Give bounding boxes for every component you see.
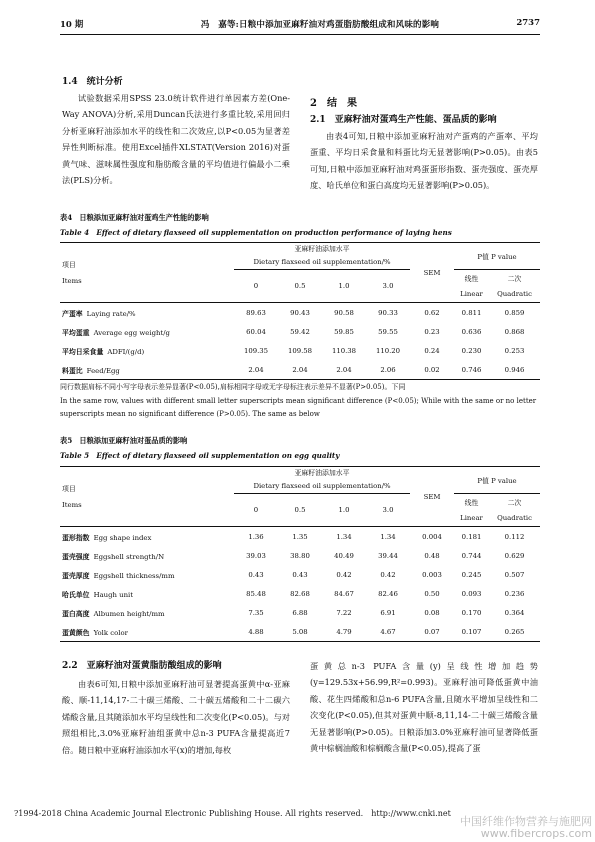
- table4-cell: 0.253: [504, 346, 525, 355]
- table4-cell: 0.746: [454, 360, 489, 380]
- table4-item-header: 项目 Items: [60, 243, 234, 303]
- table5-cell: 0.43: [292, 570, 308, 579]
- table5-row: [60, 527, 540, 547]
- table4-row: [60, 341, 540, 360]
- table4-cell: 0.24: [424, 346, 440, 355]
- table5-cell: 0.170: [461, 608, 482, 617]
- table5-caption-en: Table 5 Effect of dietary flaxseed oil supplementation on egg quality: [60, 451, 340, 460]
- table5-group-header: 亚麻籽油添加水平 Dietary flaxseed oil supplementation/%: [234, 467, 410, 494]
- table4-pvalue-header: P值 P value: [454, 243, 540, 270]
- table5-level-0: 0: [253, 506, 259, 514]
- table5-level-3: 3.0: [382, 506, 394, 514]
- table5-cell: 85.48: [246, 589, 266, 598]
- table4-cell: 0.02: [410, 360, 454, 380]
- table5-caption-cn: 表5 日粮添加亚麻籽油对蛋品质的影响: [60, 436, 188, 445]
- table4-cell: 89.63: [234, 303, 278, 323]
- table4-row-label: 平均日采食量 ADFI/(g/d): [62, 347, 145, 356]
- table5-cell: 7.22: [336, 608, 352, 617]
- table5-cell: 4.79: [322, 622, 366, 642]
- table4-row-label: 产蛋率 Laying rate/%: [60, 303, 234, 323]
- table4-cell: 2.04: [234, 360, 278, 380]
- table5-cell: 0.07: [410, 622, 454, 642]
- table4-row-label: 平均蛋重 Average egg weight/g: [62, 328, 170, 337]
- table5-cell: 0.08: [424, 608, 440, 617]
- table4-caption-cn: 表4 日粮添加亚麻籽油对蛋鸡生产性能的影响: [60, 213, 209, 222]
- table4-quad-en: Quadratic: [497, 290, 532, 298]
- table4-sem-header: SEM: [410, 243, 454, 303]
- table5-cell: 82.46: [378, 589, 398, 598]
- table5-pvalue-header: P值 P value: [454, 467, 540, 494]
- table5-row: [60, 565, 540, 584]
- table4-cell: 90.33: [366, 303, 410, 323]
- table4-cell: 0.859: [489, 303, 540, 323]
- table5-cell: 38.80: [290, 551, 310, 560]
- table5-cell: 0.744: [461, 551, 482, 560]
- table5-linear-en: Linear: [460, 514, 483, 522]
- table4-cell: 109.58: [287, 346, 313, 355]
- section-1-4-text: 试验数据采用SPSS 23.0统计软件进行单因素方差(One-Way ANOVA)分析,采用Duncan氏法进行多重比较,采用回归分析亚麻籽油添加水平的线性和二次效应,以P<0.05为显著差异性判断标准。使用Excel插件XLSTAT(Version 2016)对蛋黄气味、滋味属性强度和脂肪酸含量的平均值进行偏最小二乘法(PLS)分析。: [62, 93, 290, 186]
- table5-cell: 1.34: [366, 527, 410, 547]
- table5-cell: 5.08: [278, 622, 322, 642]
- table4-level-0: 0: [253, 282, 259, 290]
- table5-row-label: 蛋壳厚度 Eggshell thickness/mm: [62, 571, 175, 580]
- table5-cell: 0.50: [424, 589, 440, 598]
- section-1-4-title: 1.4 统计分析: [62, 77, 123, 87]
- table5-cell: 0.629: [504, 551, 525, 560]
- table4-level-1: 0.5: [294, 282, 306, 290]
- table5-cell: 4.88: [234, 622, 278, 642]
- table5-row-label: 哈氏单位 Haugh unit: [62, 590, 134, 599]
- table5-cell: 39.03: [246, 551, 266, 560]
- table5-cell: 0.003: [422, 570, 442, 579]
- table5-cell: 0.107: [454, 622, 489, 642]
- table5-cell: 39.44: [378, 551, 398, 560]
- table5-cell: 4.67: [366, 622, 410, 642]
- table5-cell: 0.245: [461, 570, 482, 579]
- watermark: 中国纤维作物营养与施肥网 www.fibercrops.com: [460, 815, 592, 840]
- table4-level-3: 3.0: [382, 282, 394, 290]
- table4-cell: 0.811: [454, 303, 489, 323]
- table4-linear-cn: 线性: [464, 275, 479, 283]
- table5-cell: 1.35: [278, 527, 322, 547]
- table4-quad-cn: 二次: [507, 275, 522, 283]
- section-2-2-left-text: 由表6可知,日粮中添加亚麻籽油可显著提高蛋黄中α-亚麻酸、顺-11,14,17-二十碳三烯酸、二十碳五烯酸和二十二碳六烯酸含量,且其随添加水平均呈线性和二次变化(P<0.05)。与对照组相比,3.0%亚麻籽油组蛋黄中总n-3 PUFA含量提高近7倍。随日粮中亚麻籽油添加水平(x)的增加,每枚: [62, 679, 290, 755]
- table5-row: [60, 622, 540, 642]
- section-2-title: 2 结 果: [310, 98, 357, 109]
- table5-row-label: 蛋白高度 Albumen height/mm: [62, 609, 165, 618]
- table4-row: [60, 303, 540, 323]
- table4-cell: 90.58: [322, 303, 366, 323]
- section-2-1-title: 2.1 亚麻籽油对蛋鸡生产性能、蛋品质的影响: [310, 115, 497, 125]
- table5-cell: 0.43: [248, 570, 264, 579]
- table5-cell: 0.093: [461, 589, 482, 598]
- table4-row-label: 料蛋比 Feed/Egg: [60, 360, 234, 380]
- table5-cell: 40.49: [334, 551, 354, 560]
- table4-cell: 2.04: [322, 360, 366, 380]
- table4-note-cn: 同行数据肩标不同小写字母表示差异显著(P<0.05),肩标相同字母或无字母标注表示差异不显著(P>0.05)。下同: [60, 383, 406, 391]
- table5-cell: 1.36: [234, 527, 278, 547]
- table4-cell: 0.62: [410, 303, 454, 323]
- table5-quad-cn: 二次: [507, 499, 522, 507]
- table5-cell: 6.91: [380, 608, 396, 617]
- table5-cell: 0.265: [489, 622, 540, 642]
- table4-cell: 59.55: [378, 327, 398, 336]
- table4-row: [60, 322, 540, 341]
- table4-cell: 0.230: [461, 346, 482, 355]
- section-2-2-right-text: 蛋黄总n-3 PUFA含量(y)呈线性增加趋势(y=129.53x+56.99,R²=0.993)。亚麻籽油可降低蛋黄中油酸、花生四烯酸和总n-6 PUFA含量,且随水平增加呈线性和二次变化(P<0.05),但其对蛋黄中顺-8,11,14-二十碳三烯酸含量无显著影响(P>0.05)。日粮添加3.0%亚麻籽油可显著降低蛋黄中棕榈油酸和棕榈酸含量(P<0.05),提高了蛋: [310, 661, 538, 754]
- table4-cell: 0.636: [461, 327, 482, 336]
- table4-cell: 0.868: [504, 327, 525, 336]
- table4-cell: 2.06: [366, 360, 410, 380]
- table4-cell: 0.946: [489, 360, 540, 380]
- table5-cell: 0.181: [454, 527, 489, 547]
- table5-item-header: 项目 Items: [60, 467, 234, 527]
- table5-cell: 82.68: [290, 589, 310, 598]
- running-title: 冯 嘉等:日粮中添加亚麻籽油对鸡蛋脂肪酸组成和风味的影响: [200, 20, 440, 30]
- table4-row: [60, 360, 540, 380]
- section-2-2-title: 2.2 亚麻籽油对蛋黄脂肪酸组成的影响: [62, 661, 222, 671]
- table4-cell: 59.42: [290, 327, 310, 336]
- issue-label: 10 期: [60, 20, 84, 30]
- table5-cell: 0.004: [410, 527, 454, 547]
- table4-cell: 110.38: [331, 346, 357, 355]
- table5-cell: 1.34: [322, 527, 366, 547]
- table4-cell: 90.43: [278, 303, 322, 323]
- table4-cell: 0.23: [424, 327, 440, 336]
- table4-cell: 110.20: [375, 346, 401, 355]
- copyright-footer: ?1994-2018 China Academic Journal Electronic Publishing House. All rights reserved. http://www.cnki.net: [14, 809, 451, 818]
- table5: [60, 466, 540, 642]
- table5-cell: 0.112: [489, 527, 540, 547]
- table4-cell: 59.85: [334, 327, 354, 336]
- table5-cell: 0.48: [424, 551, 440, 560]
- table4-linear-en: Linear: [460, 290, 483, 298]
- table5-level-1: 0.5: [294, 506, 306, 514]
- table5-level-2: 1.0: [338, 506, 350, 514]
- table4: [60, 242, 540, 380]
- table5-cell: 0.42: [380, 570, 396, 579]
- table4-cell: 109.35: [243, 346, 269, 355]
- table5-sem-header: SEM: [410, 467, 454, 527]
- section-2-1-text: 由表4可知,日粮中添加亚麻籽油对产蛋鸡的产蛋率、平均蛋重、平均日采食量和料蛋比均无显著影响(P>0.05)。由表5可知,日粮中添加亚麻籽油对鸡蛋蛋形指数、蛋壳强度、蛋壳厚度、哈氏单位和蛋白高度均无显著影响(P>0.05)。: [310, 131, 538, 191]
- table5-cell: 84.67: [334, 589, 354, 598]
- table4-caption-en: Table 4 Effect of dietary flaxseed oil supplementation on production performance of laying hens: [60, 228, 452, 237]
- table5-cell: 7.35: [248, 608, 264, 617]
- table4-level-2: 1.0: [338, 282, 350, 290]
- table5-row: [60, 546, 540, 565]
- table5-row-label: 蛋形指数 Egg shape index: [60, 527, 234, 547]
- table4-cell: 2.04: [278, 360, 322, 380]
- table5-cell: 0.364: [504, 608, 525, 617]
- table5-row: [60, 584, 540, 603]
- table5-quad-en: Quadratic: [497, 514, 532, 522]
- table5-cell: 0.236: [504, 589, 525, 598]
- table5-cell: 0.42: [336, 570, 352, 579]
- table5-linear-cn: 线性: [464, 499, 479, 507]
- table5-row: [60, 603, 540, 622]
- header-rule: [60, 34, 540, 35]
- page-number: 2737: [516, 18, 540, 28]
- table4-cell: 60.04: [246, 327, 266, 336]
- table5-row-label: 蛋黄颜色 Yolk color: [60, 622, 234, 642]
- table5-cell: 6.88: [292, 608, 308, 617]
- table5-cell: 0.507: [504, 570, 525, 579]
- table5-row-label: 蛋壳强度 Eggshell strength/N: [62, 552, 165, 561]
- table4-group-header: 亚麻籽油添加水平 Dietary flaxseed oil supplementation/%: [234, 243, 410, 270]
- table4-note-en: In the same row, values with different small letter superscripts mean significant difference (P<0.05); While with the same or no letter superscripts mean no significant difference (P>0.05). The same as below: [60, 397, 537, 418]
